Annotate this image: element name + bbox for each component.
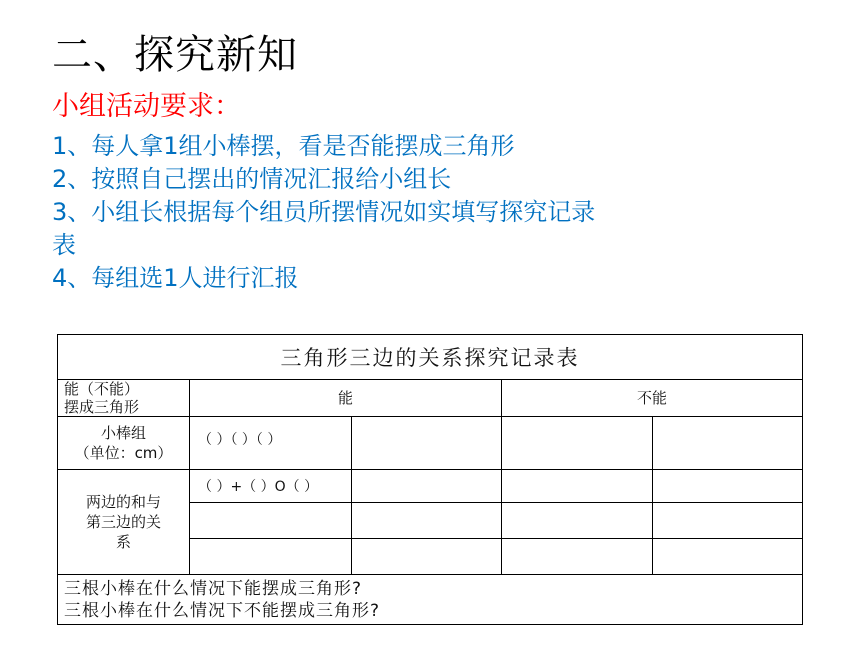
question-row bbox=[58, 575, 803, 625]
column-header-cannot: 不能 bbox=[502, 380, 803, 417]
row-header-text: 能（不能） bbox=[64, 380, 140, 398]
blank-cell bbox=[352, 470, 502, 503]
page-title: 二、探究新知 bbox=[52, 32, 298, 78]
row-header-text: 小棒组 bbox=[100, 424, 146, 442]
row-header-text: （单位：cm） bbox=[74, 444, 173, 462]
header-row bbox=[58, 380, 803, 417]
blank-cell bbox=[190, 539, 352, 575]
blank-cell bbox=[653, 417, 803, 470]
blank-cell bbox=[502, 470, 653, 503]
blank-cell bbox=[502, 503, 653, 539]
questions-cell bbox=[58, 575, 803, 625]
blank-cell bbox=[352, 539, 502, 575]
record-table bbox=[57, 334, 803, 625]
question-text: 三根小棒在什么情况下能摆成三角形? bbox=[64, 578, 363, 599]
row-header-text: 摆成三角形 bbox=[64, 398, 140, 416]
sticks-cell: （ ）（ ）（ ） bbox=[190, 417, 352, 470]
blank-cell bbox=[653, 539, 803, 575]
sticks-row bbox=[58, 417, 803, 470]
row-header-text: 系 bbox=[115, 533, 131, 551]
row-header-sticks bbox=[58, 417, 190, 470]
blank-cell bbox=[352, 417, 502, 470]
requirement-item: 3、小组长根据每个组员所摆情况如实填写探究记录 bbox=[52, 198, 596, 226]
blank-cell bbox=[352, 503, 502, 539]
blank-cell bbox=[653, 503, 803, 539]
requirements-list bbox=[52, 130, 712, 295]
row-header-sum-relation bbox=[58, 470, 190, 575]
requirement-item: 2、按照自己摆出的情况汇报给小组长 bbox=[52, 165, 452, 193]
blank-cell bbox=[190, 503, 352, 539]
blank-cell bbox=[502, 417, 653, 470]
requirement-item: 4、每组选1人进行汇报 bbox=[52, 264, 299, 292]
table-caption: 三角形三边的关系探究记录表 bbox=[58, 335, 803, 380]
column-header-can: 能 bbox=[190, 380, 502, 417]
requirement-item: 表 bbox=[52, 231, 76, 259]
requirement-item: 1、每人拿1组小棒摆，看是否能摆成三角形 bbox=[52, 132, 515, 160]
row-header-can-form bbox=[58, 380, 190, 417]
blank-cell bbox=[502, 539, 653, 575]
question-text: 三根小棒在什么情况下不能摆成三角形? bbox=[64, 600, 381, 621]
blank-cell bbox=[653, 470, 803, 503]
row-header-text: 两边的和与 bbox=[85, 493, 161, 511]
sum-row-1 bbox=[58, 470, 803, 503]
requirements-heading: 小组活动要求： bbox=[52, 91, 241, 122]
sum-cell: （ ）+（ ）O（ ） bbox=[190, 470, 352, 503]
row-header-text: 第三边的关 bbox=[85, 513, 161, 531]
caption-row bbox=[58, 335, 803, 380]
